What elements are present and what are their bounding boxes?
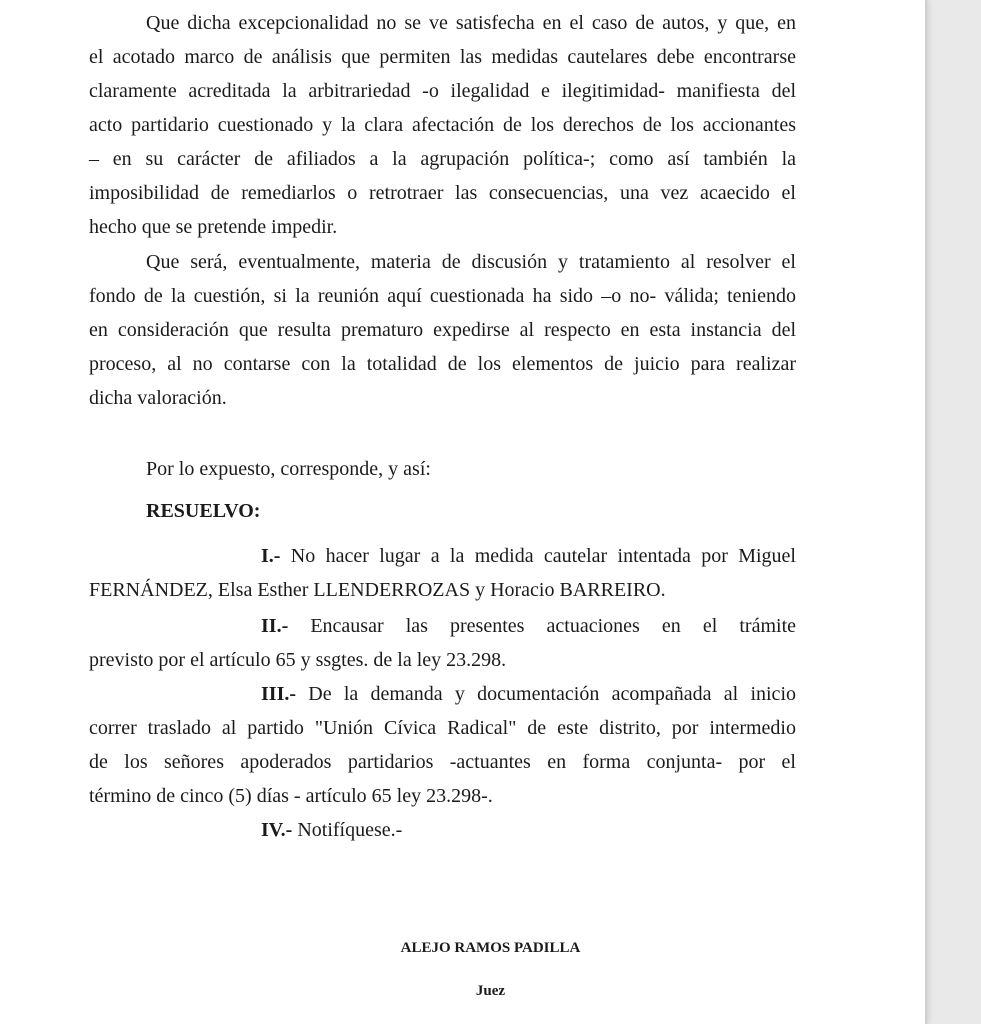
text-line: Que será, eventualmente, materia de discusión y tratamiento al resolver el (146, 251, 796, 273)
resolution-item-4 (89, 813, 796, 847)
text-line: acto partidario cuestionado y la clara afectación de los derechos de los accionantes (89, 114, 796, 136)
text-line: de los señores apoderados partidarios -actuantes en forma conjunta- por el (89, 751, 796, 773)
text-line: claramente acreditada la arbitrariedad -o ilegalidad e ilegitimidad- manifiesta del (89, 80, 796, 102)
signature-title: Juez (475, 983, 506, 999)
resolution-item-2 (89, 609, 796, 677)
item-number: II.- (261, 615, 289, 637)
text-line: fondo de la cuestión, si la reunión aquí cuestionada ha sido –o no- válida; teniendo (89, 285, 796, 307)
paragraph-1 (89, 6, 796, 244)
text-line: Por lo expuesto, corresponde, y así: (146, 458, 431, 480)
resolution-item-3 (89, 677, 796, 813)
resolution-item-1 (89, 539, 796, 607)
signature-name: ALEJO RAMOS PADILLA (400, 940, 581, 956)
resuelvo-heading: RESUELVO: (146, 500, 261, 522)
text-line: dicha valoración. (89, 387, 227, 409)
paragraph-3 (89, 452, 796, 486)
text-line: en consideración que resulta prematuro expedirse al respecto en esta instancia del (89, 319, 796, 341)
resolution-heading (89, 494, 796, 528)
text-line: – en su carácter de afiliados a la agrupación política-; como así también la (89, 148, 796, 170)
text-line: I.- No hacer lugar a la medida cautelar intentada por Miguel (261, 545, 796, 567)
text-line: término de cinco (5) días - artículo 65 ley 23.298-. (89, 785, 493, 807)
text-line: IV.- Notifíquese.- (261, 819, 403, 841)
item-number: III.- (261, 683, 297, 705)
text-line: imposibilidad de remediarlos o retrotraer las consecuencias, una vez acaecido el (89, 182, 796, 204)
text-line: previsto por el artículo 65 y ssgtes. de la ley 23.298. (89, 649, 507, 671)
text-line: correr traslado al partido "Unión Cívica Radical" de este distrito, por intermedio (89, 717, 796, 739)
item-number: I.- (261, 545, 281, 567)
item-number: IV.- (261, 819, 293, 841)
text-line: el acotado marco de análisis que permiten las medidas cautelares debe encontrarse (89, 46, 796, 68)
paragraph-2 (89, 245, 796, 415)
text-line: II.- Encausar las presentes actuaciones en el trámite (261, 615, 796, 637)
text-line: hecho que se pretende impedir. (89, 216, 338, 238)
text-line: FERNÁNDEZ, Elsa Esther LLENDERROZAS y Horacio BARREIRO. (89, 579, 666, 601)
text-line: Que dicha excepcionalidad no se ve satisfecha en el caso de autos, y que, en (146, 12, 796, 34)
text-line: III.- De la demanda y documentación acompañada al inicio (261, 683, 796, 705)
text-line: proceso, al no contarse con la totalidad de los elementos de juicio para realizar (89, 353, 796, 375)
